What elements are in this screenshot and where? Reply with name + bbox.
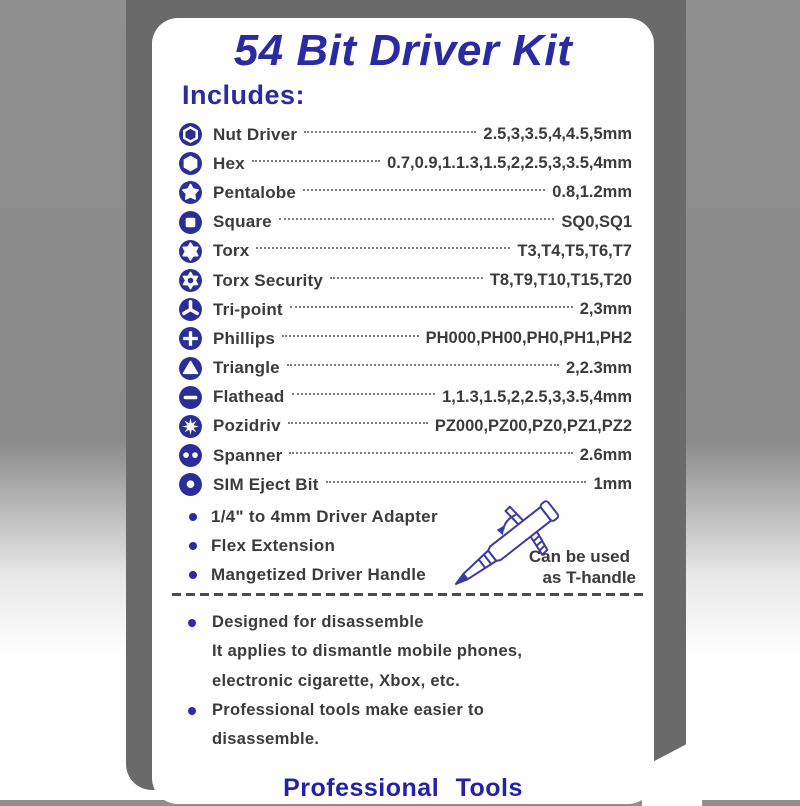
bit-sizes: SQ0,SQ1 xyxy=(561,212,632,231)
illustration-caption-line2: as T-handle xyxy=(542,568,636,587)
note-line xyxy=(182,637,636,666)
bit-name: Triangle xyxy=(213,358,280,378)
bit-name: Tri-point xyxy=(213,299,283,319)
bit-row xyxy=(178,441,632,470)
bit-sizes: 2,2.3mm xyxy=(565,358,632,377)
spec-card xyxy=(152,18,654,804)
dotted-leader xyxy=(326,481,587,483)
bullet-dot-icon xyxy=(189,571,197,579)
bit-sizes: 1,1.3,1.5,2,2.5,3,3.5,4mm xyxy=(442,387,632,406)
accessory-row xyxy=(182,531,438,560)
bullet-dot-icon xyxy=(188,619,196,627)
bit-row xyxy=(178,149,632,178)
bit-name: Phillips xyxy=(213,328,276,348)
bit-sizes: PH000,PH00,PH0,PH1,PH2 xyxy=(425,329,632,348)
bit-name: Spanner xyxy=(213,445,283,465)
bit-sizes: 0.8,1.2mm xyxy=(552,183,632,202)
bit-row xyxy=(178,295,632,324)
dotted-leader xyxy=(282,335,419,337)
bit-name: Flathead xyxy=(213,387,285,407)
driver-illustration xyxy=(440,490,654,602)
dotted-leader xyxy=(330,277,483,279)
note-text: Designed for disassemble xyxy=(212,613,424,632)
bit-sizes: T3,T4,T5,T6,T7 xyxy=(517,241,632,260)
bit-row xyxy=(178,266,632,295)
sim-eject-icon xyxy=(178,472,203,497)
dotted-leader xyxy=(256,247,510,249)
accessory-label: 1/4" to 4mm Driver Adapter xyxy=(211,506,438,526)
dotted-leader xyxy=(279,218,555,220)
pozidriv-icon xyxy=(178,414,203,439)
note-text: Professional tools make easier to xyxy=(212,701,485,720)
bit-row xyxy=(178,324,632,353)
dotted-leader xyxy=(287,364,559,366)
bit-sizes: 0.7,0.9,1.1.3,1.5,2,2.5,3,3.5,4mm xyxy=(387,154,632,173)
bit-sizes: 2.5,3,3.5,4,4.5,5mm xyxy=(483,125,632,144)
accessory-label: Flex Extension xyxy=(211,535,336,555)
torx-icon xyxy=(178,239,203,264)
bit-row xyxy=(178,208,632,237)
note-text: It applies to dismantle mobile phones, xyxy=(212,642,523,661)
accessory-row xyxy=(182,560,438,589)
square-icon xyxy=(178,210,203,235)
tri-point-icon xyxy=(178,297,203,322)
note-line xyxy=(182,608,636,637)
spanner-icon xyxy=(178,443,203,468)
phillips-icon xyxy=(178,326,203,351)
bit-row xyxy=(178,178,632,207)
bit-row xyxy=(178,237,632,266)
bit-sizes: 1mm xyxy=(593,475,632,494)
accessory-row xyxy=(182,502,438,531)
bullet-dot-icon xyxy=(189,513,197,521)
bit-list xyxy=(178,120,632,499)
bit-row xyxy=(178,412,632,441)
bit-name: Pentalobe xyxy=(213,182,297,202)
bit-row xyxy=(178,383,632,412)
pentalobe-icon xyxy=(178,180,203,205)
dotted-leader xyxy=(290,306,573,308)
torx-security-icon xyxy=(178,268,203,293)
dotted-leader xyxy=(292,393,436,395)
dashed-divider xyxy=(172,593,648,596)
note-line xyxy=(182,725,636,754)
bit-name: SIM Eject Bit xyxy=(213,474,319,494)
note-text: disassemble. xyxy=(212,730,320,749)
bit-sizes: 2.6mm xyxy=(579,446,632,465)
bit-row xyxy=(178,354,632,383)
bit-sizes: 2,3mm xyxy=(579,300,632,319)
footer-slogan: Professional Tools xyxy=(283,774,523,802)
bit-name: Pozidriv xyxy=(213,416,281,436)
note-text: electronic cigarette, Xbox, etc. xyxy=(212,671,461,690)
bit-sizes: PZ000,PZ00,PZ0,PZ1,PZ2 xyxy=(434,416,632,435)
page-title: 54 Bit Driver Kit xyxy=(233,26,573,75)
dotted-leader xyxy=(303,189,545,191)
bit-name: Torx Security xyxy=(213,270,323,290)
triangle-icon xyxy=(178,356,203,381)
note-line xyxy=(182,667,636,696)
dotted-leader xyxy=(304,131,476,133)
bit-name: Hex xyxy=(213,153,245,173)
accessory-label: Mangetized Driver Handle xyxy=(211,564,427,584)
bit-row xyxy=(178,120,632,149)
bullet-dot-icon xyxy=(188,707,196,715)
hex-icon xyxy=(178,151,203,176)
illustration-caption-line1: Can be used xyxy=(528,547,630,566)
bullet-dot-icon xyxy=(189,542,197,550)
bit-name: Torx xyxy=(213,241,250,261)
dotted-leader xyxy=(252,160,380,162)
bit-name: Square xyxy=(213,212,272,232)
includes-heading: Includes: xyxy=(182,80,306,110)
flathead-icon xyxy=(178,385,203,410)
nut-driver-icon xyxy=(178,122,203,147)
bit-sizes: T8,T9,T10,T15,T20 xyxy=(489,271,632,290)
note-list xyxy=(182,608,636,754)
bit-name: Nut Driver xyxy=(213,124,298,144)
dotted-leader xyxy=(289,452,572,454)
note-line xyxy=(182,696,636,725)
dotted-leader xyxy=(288,422,428,424)
accessory-list xyxy=(182,502,438,590)
